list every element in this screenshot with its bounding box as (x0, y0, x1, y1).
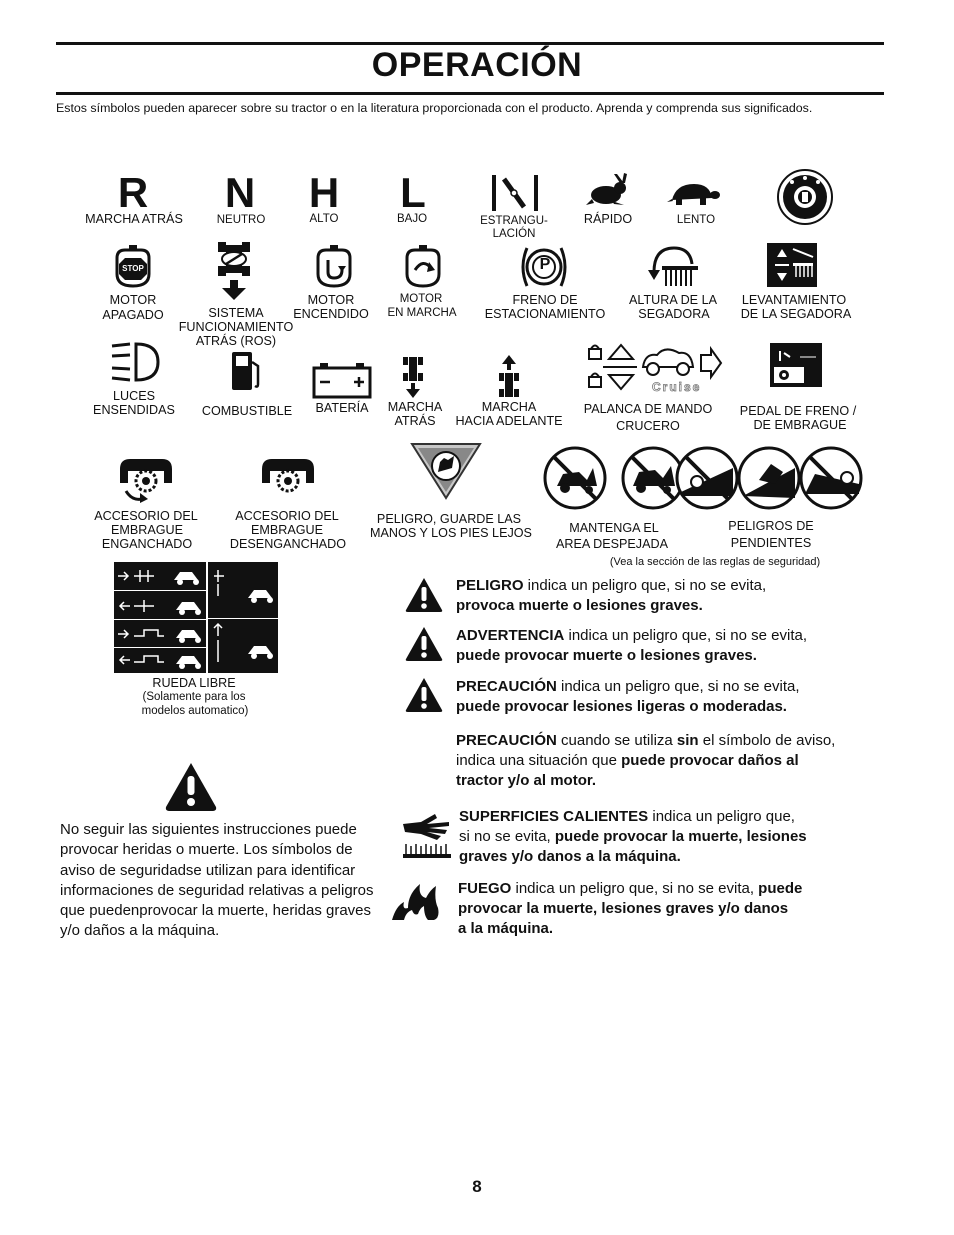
forward-travel-icon (499, 355, 519, 399)
brake-pedal-icon (770, 343, 822, 387)
warning-alert-icon (404, 625, 444, 663)
mower-lift-icon (767, 243, 817, 287)
turtle-icon (666, 180, 720, 208)
mower-height-icon (646, 242, 700, 288)
freewheel-label-1: RUEDA LIBRE (152, 676, 236, 690)
page-title: OPERACIÓN (371, 46, 583, 84)
clear-label-2: AREA DESPEJADA (556, 537, 668, 551)
lights-label-1: LUCES (113, 389, 155, 403)
fuel-icon (228, 350, 262, 392)
pto-dis-label-3: DESENGANCHADO (229, 537, 347, 551)
reverse-label: MARCHA ATRÁS (85, 212, 183, 226)
slope-label-2: PENDIENTES (730, 536, 812, 550)
ros-label-2: FUNCIONAMIENTO (178, 320, 294, 334)
hands-label-2: MANOS Y LOS PIES LEJOS (370, 526, 532, 540)
cruise-word: Cruise (652, 380, 702, 394)
neutral-label: NEUTRO (216, 214, 266, 226)
park-label-2: ESTACIONAMIENTO (484, 307, 606, 321)
fire-icon (390, 878, 440, 922)
fast-label: RÁPIDO (583, 212, 633, 226)
cruise-label-1: PALANCA DE MANDO (583, 402, 713, 416)
choke-label-1: ESTRANGU- (480, 215, 548, 227)
freewheel-icon (114, 562, 278, 674)
warning-text: ADVERTENCIA indica un peligro que, si no se evita, puede provocar muerte o lesiones graves. (456, 627, 807, 664)
danger-alert-icon (404, 576, 444, 614)
hand-hazard-icon (410, 442, 482, 500)
slope-hazard-icons (675, 446, 863, 510)
lift-label-1: LEVANTAMIENTO (741, 293, 847, 307)
ros-label-3: ATRÁS (ROS) (195, 334, 277, 348)
intro-text: Estos símbolos pueden aparecer sobre su tractor o en la literatura proporcionada con el producto. Aprenda y comprenda sus significados. (56, 101, 813, 115)
headlights-icon (110, 340, 160, 384)
park-label-1: FRENO DE (512, 293, 578, 307)
page-number: 8 (472, 1177, 482, 1196)
high-letter: H (308, 169, 340, 216)
engine-on-label-1: MOTOR (307, 293, 355, 307)
engine-off-label-2: APAGADO (102, 308, 164, 322)
high-label: ALTO (309, 213, 339, 225)
pto-eng-label-1: ACCESORIO DEL (94, 509, 198, 523)
ros-icon (214, 240, 254, 302)
pto-eng-label-3: ENGANCHADO (101, 537, 193, 551)
fwd-label-1: MARCHA (481, 400, 537, 414)
fuel-label: COMBUSTIBLE (201, 404, 293, 418)
ignition-switch-icon (776, 168, 834, 226)
choke-icon (490, 173, 540, 213)
danger-text: PELIGRO indica un peligro que, si no se evita, provoca muerte o lesiones graves. (456, 577, 767, 614)
stop-text: STOP (122, 264, 144, 273)
height-label-2: SEGADORA (638, 307, 710, 321)
top-rule (56, 42, 884, 45)
battery-icon (312, 363, 372, 399)
choke-label-2: LACIÓN (492, 228, 536, 240)
slow-label: LENTO (676, 214, 716, 226)
keep-area-clear-icons (543, 446, 685, 510)
park-letter: P (539, 256, 551, 273)
clear-label-1: MANTENGA EL (569, 521, 659, 535)
lift-label-2: DE LA SEGADORA (740, 307, 852, 321)
freewheel-label-2: (Solamente para los (142, 691, 246, 703)
hot-surface-icon (401, 810, 453, 860)
pto-eng-label-2: EMBRAGUE (110, 523, 184, 537)
brake-label-2: DE EMBRAGUE (753, 418, 847, 432)
slope-label-1: PELIGROS DE (728, 519, 814, 533)
rev-label-2: ATRÁS (394, 414, 436, 428)
fwd-label-2: HACIA ADELANTE (455, 414, 563, 428)
engine-running-icon (403, 244, 443, 288)
height-label-1: ALTURA DE LA (629, 293, 717, 307)
engine-run-label-2: EN MARCHA (387, 307, 457, 319)
safety-alert-icon (164, 761, 218, 813)
brake-label-1: PEDAL DE FRENO / (739, 404, 857, 418)
lights-label-2: ENSENDIDAS (93, 403, 175, 417)
pto-dis-label-1: ACCESORIO DEL (235, 509, 339, 523)
engine-on-label-2: ENCENDIDO (293, 307, 369, 321)
pto-disengaged-icon (260, 457, 316, 497)
rabbit-icon (584, 173, 632, 207)
low-letter: L (400, 169, 426, 216)
fire-text: FUEGO indica un peligro que, si no se evita, puede provocar la muerte, lesiones graves y/o danos a la máquina. (458, 880, 803, 937)
pto-engaged-icon (118, 457, 174, 503)
engine-run-label-1: MOTOR (399, 293, 443, 305)
rev-label-1: MARCHA (387, 400, 443, 414)
pto-dis-label-2: EMBRAGUE (250, 523, 324, 537)
neutral-letter: N (224, 169, 256, 216)
reverse-travel-icon (403, 355, 423, 399)
see-rules-note: (Vea la sección de las reglas de seguridad) (609, 556, 821, 568)
engine-off-label-1: MOTOR (109, 293, 157, 307)
reverse-letter: R (117, 169, 149, 216)
safety-body-text: No seguir las siguientes instrucciones puede provocar heridas o muerte. Los símbolos de aviso de seguridadse utilizan para identificar informaciones de seguridad relativas a peligros que puedenprovocar la muerte, heridas graves y/o daños a la máquina. (60, 821, 374, 940)
hands-label-1: PELIGRO, GUARDE LAS (376, 512, 522, 526)
caution-alert-icon (404, 676, 444, 714)
battery-label: BATERÍA (315, 401, 369, 415)
ros-label-1: SISTEMA (208, 306, 264, 320)
caution-text: PRECAUCIÓN indica un peligro que, si no se evita, puede provocar lesiones ligeras o moderadas. (456, 678, 800, 715)
freewheel-label-3: modelos automatico) (141, 705, 249, 717)
hot-surface-text: SUPERFICIES CALIENTES indica un peligro que, si no se evita, puede provocar la muerte, lesiones graves y/o danos a la máquina. (459, 808, 807, 865)
cruise-label-2: CRUCERO (616, 419, 680, 433)
caution-no-symbol-text: PRECAUCIÓN cuando se utiliza sin el símbolo de aviso, indica una situación que puede provocar daños al tractor y/o al motor. (456, 732, 836, 789)
engine-start-icon (314, 244, 354, 288)
title-rule (56, 92, 884, 95)
low-label: BAJO (396, 213, 428, 225)
